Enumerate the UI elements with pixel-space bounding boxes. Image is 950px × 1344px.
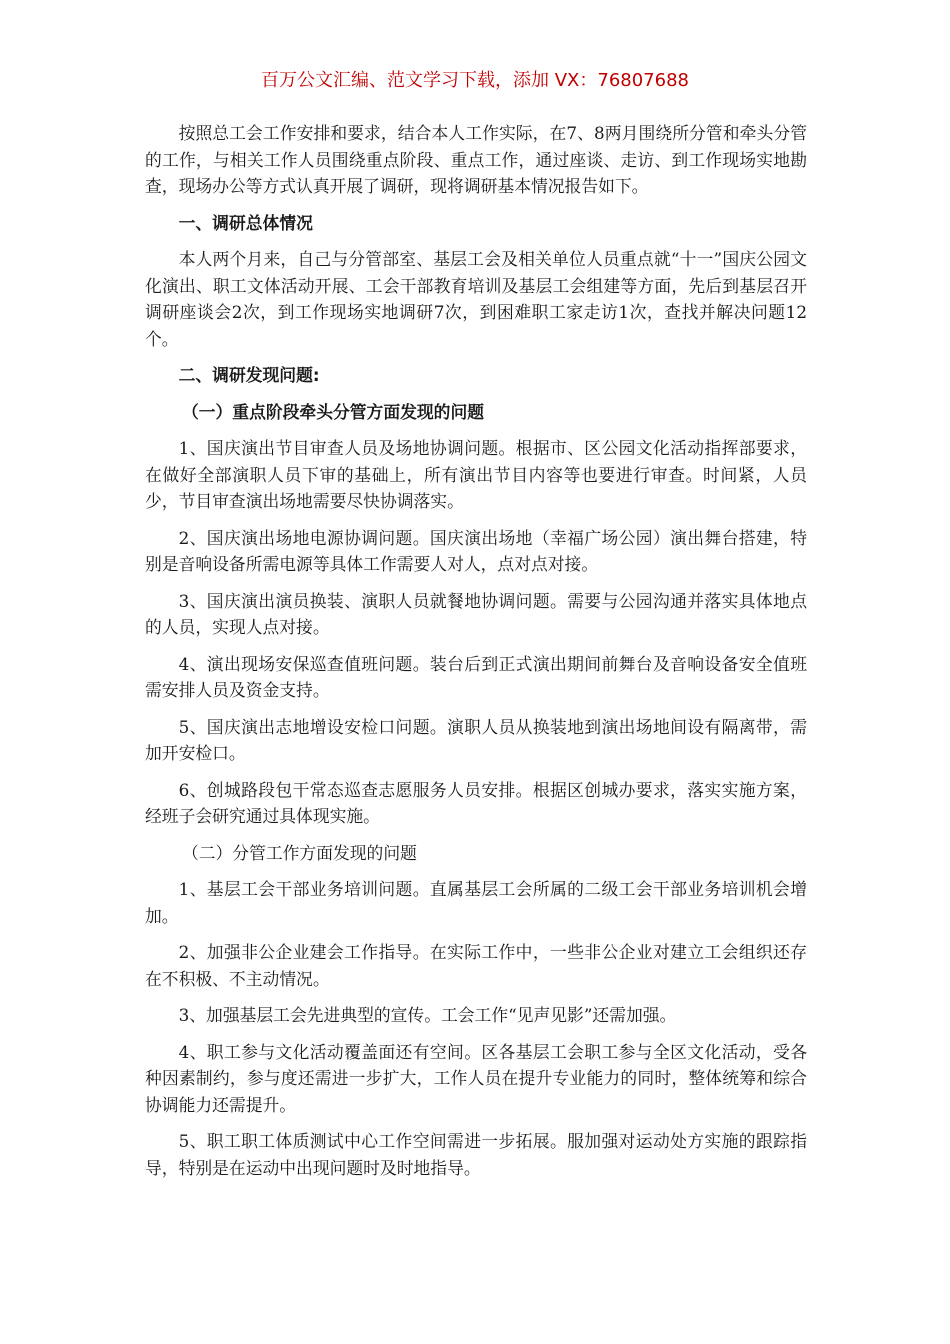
subsection-1-item: 4、演出现场安保巡查值班问题。装台后到正式演出期间前舞台及音响设备安全值班需安排人员及资金支持。 (145, 653, 807, 700)
header-watermark: 百万公文汇编、范文学习下载，添加 VX：76807688 (261, 70, 689, 91)
document-body (145, 120, 807, 1191)
subsection-2-item: 5、职工职工体质测试中心工作空间需进一步拓展。服加强对运动处方实施的跟踪指导，特别是在运动中出现问题时及时地指导。 (145, 1131, 807, 1178)
subsection-2-item: 2、加强非公企业建会工作指导。在实际工作中，一些非公企业对建立工会组织还存在不积极、不主动情况。 (145, 942, 807, 989)
subsection-1-item: 2、国庆演出场地电源协调问题。国庆演出场地（幸福广场公园）演出舞台搭建，特别是音响设备所需电源等具体工作需要人对人，点对点对接。 (145, 527, 807, 574)
subsection-2-item: 4、职工参与文化活动覆盖面还有空间。区各基层工会职工参与全区文化活动，受各种因素制约，参与度还需进一步扩大，工作人员在提升专业能力的同时，整体统筹和综合协调能力还需提升。 (145, 1041, 807, 1115)
section-1-heading: 一、调研总体情况 (178, 212, 313, 233)
intro-paragraph: 按照总工会工作安排和要求，结合本人工作实际，在7、8两月围绕所分管和牵头分管的工作，与相关工作人员围绕重点阶段、重点工作，通过座谈、走访、到工作现场实地勘查，现场办公等方式认真开展了调研，现将调研基本情况报告如下。 (145, 123, 807, 196)
subsection-1-item: 6、创城路段包干常态巡查志愿服务人员安排。根据区创城办要求，落实实施方案，经班子会研究通过具体现实施。 (145, 779, 807, 826)
section-2-heading: 二、调研发现问题: (178, 365, 320, 385)
subsection-2-heading: （二）分管工作方面发现的问题 (181, 842, 417, 863)
subsection-1-item: 1、国庆演出节目审查人员及场地协调问题。根据市、区公园文化活动指挥部要求，在做好全部演职人员下审的基础上，所有演出节目内容等也要进行审查。时间紧，人员少，节目审查演出场地需要尽快协调落实。 (145, 438, 807, 511)
subsection-2-item: 3、加强基层工会先进典型的宣传。工会工作“见声见影”还需加强。 (178, 1005, 677, 1025)
subsection-1-item: 5、国庆演出志地增设安检口问题。演职人员从换装地到演出场地间设有隔离带，需加开安检口。 (145, 716, 807, 763)
subsection-1-heading: （一）重点阶段牵头分管方面发现的问题 (181, 401, 485, 422)
section-1-paragraph: 本人两个月来，自己与分管部室、基层工会及相关单位人员重点就“十一”国庆公园文化演出、职工文体活动开展、工会干部教育培训及基层工会组建等方面，先后到基层召开调研座谈会2次，到工作现场实地调研7次，到困难职工家走访1次，查找并解决问题12个。 (145, 249, 807, 349)
subsection-2-item: 1、基层工会干部业务培训问题。直属基层工会所属的二级工会干部业务培训机会增加。 (145, 879, 807, 926)
subsection-1-item: 3、国庆演出演员换装、演职人员就餐地协调问题。需要与公园沟通并落实具体地点的人员，实现人点对接。 (145, 590, 807, 637)
